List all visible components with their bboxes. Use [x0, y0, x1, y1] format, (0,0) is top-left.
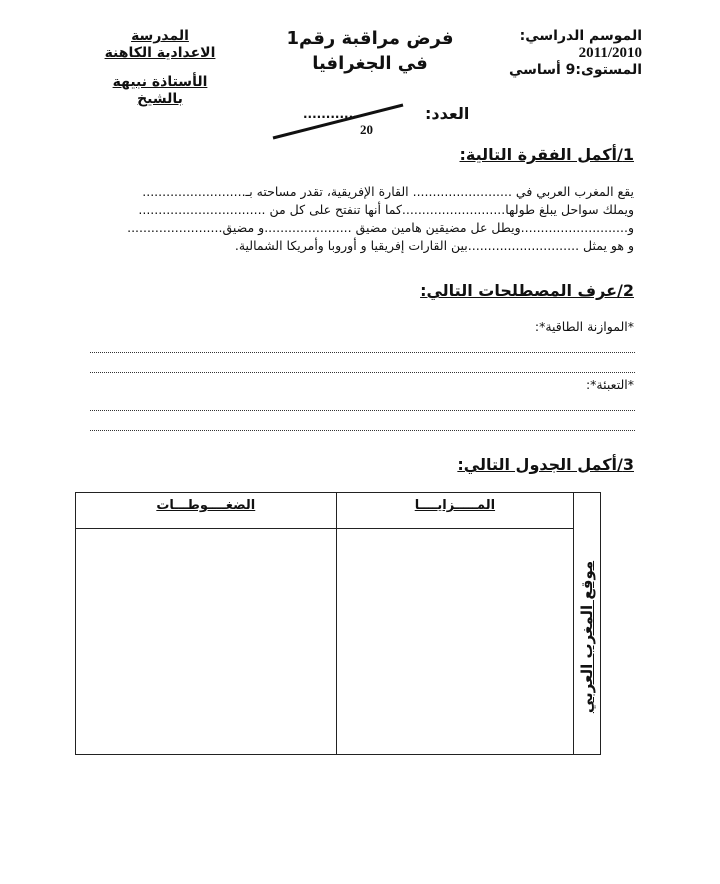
section1-paragraph[interactable]	[74, 183, 634, 255]
level-label: المستوى:9 أساسي	[509, 62, 642, 78]
paragraph-line: و...........................ويطل عل مضيقين هامين مضيق ......................و مضيق........................	[127, 220, 634, 235]
row-label-cell	[574, 493, 601, 755]
header-advantages	[336, 493, 574, 529]
answer-line[interactable]	[90, 352, 635, 353]
term-energy-balance: *الموازنة الطاقية*:	[534, 319, 634, 334]
school-name: الاعدادية الكاهنة	[104, 45, 216, 61]
section2-title: 2/عرف المصطلحات التالي:	[420, 281, 634, 300]
term-mobilization: *التعبئة*:	[585, 377, 634, 392]
grade-total: 20	[360, 122, 373, 137]
paragraph-line: و هو يمثل ............................بين القارات إفريقيا و أوروبا وأمريكا الشمالية.	[234, 238, 634, 253]
grade-label: العدد:	[425, 104, 470, 123]
grade-blank[interactable]: ............	[303, 107, 358, 121]
exam-title-block	[270, 28, 470, 74]
teacher-label: الأستاذة نبيهة	[112, 74, 208, 90]
header-weaknesses	[76, 493, 337, 529]
section1-title: 1/أكمل الفقرة التالية:	[459, 145, 634, 164]
section3-title: 3/أكمل الجدول التالي:	[457, 455, 634, 474]
exam-title: فرض مراقبة رقم1	[286, 28, 454, 49]
advantages-cell[interactable]	[336, 529, 574, 755]
answer-line[interactable]	[90, 372, 635, 373]
weaknesses-label: الضغــــوطـــات	[156, 498, 256, 513]
teacher-name: بالشيخ	[137, 91, 183, 107]
grade-slash	[270, 100, 410, 142]
advantages-label: المـــــزايــــا	[414, 498, 496, 513]
exam-subject: في الجغرافيا	[312, 53, 428, 74]
answer-line[interactable]	[90, 430, 635, 431]
row-label: موقع المغرب العربي	[578, 560, 597, 713]
weaknesses-cell[interactable]	[76, 529, 337, 755]
season-info	[482, 28, 642, 79]
school-year: 2011/2010	[578, 45, 642, 61]
answer-line[interactable]	[90, 410, 635, 411]
school-info	[80, 28, 240, 108]
completion-table	[75, 492, 601, 755]
paragraph-line: يقع المغرب العربي في ......................... القارة الإفريقية، تقدر مساحته بـ..........................	[142, 184, 634, 199]
paragraph-line: ويملك سواحل يبلغ طولها..........................كما أنها تنفتح على كل من ................................	[138, 202, 634, 217]
school-label: المدرسة	[131, 28, 189, 44]
season-label: الموسم الدراسي:	[519, 28, 642, 44]
